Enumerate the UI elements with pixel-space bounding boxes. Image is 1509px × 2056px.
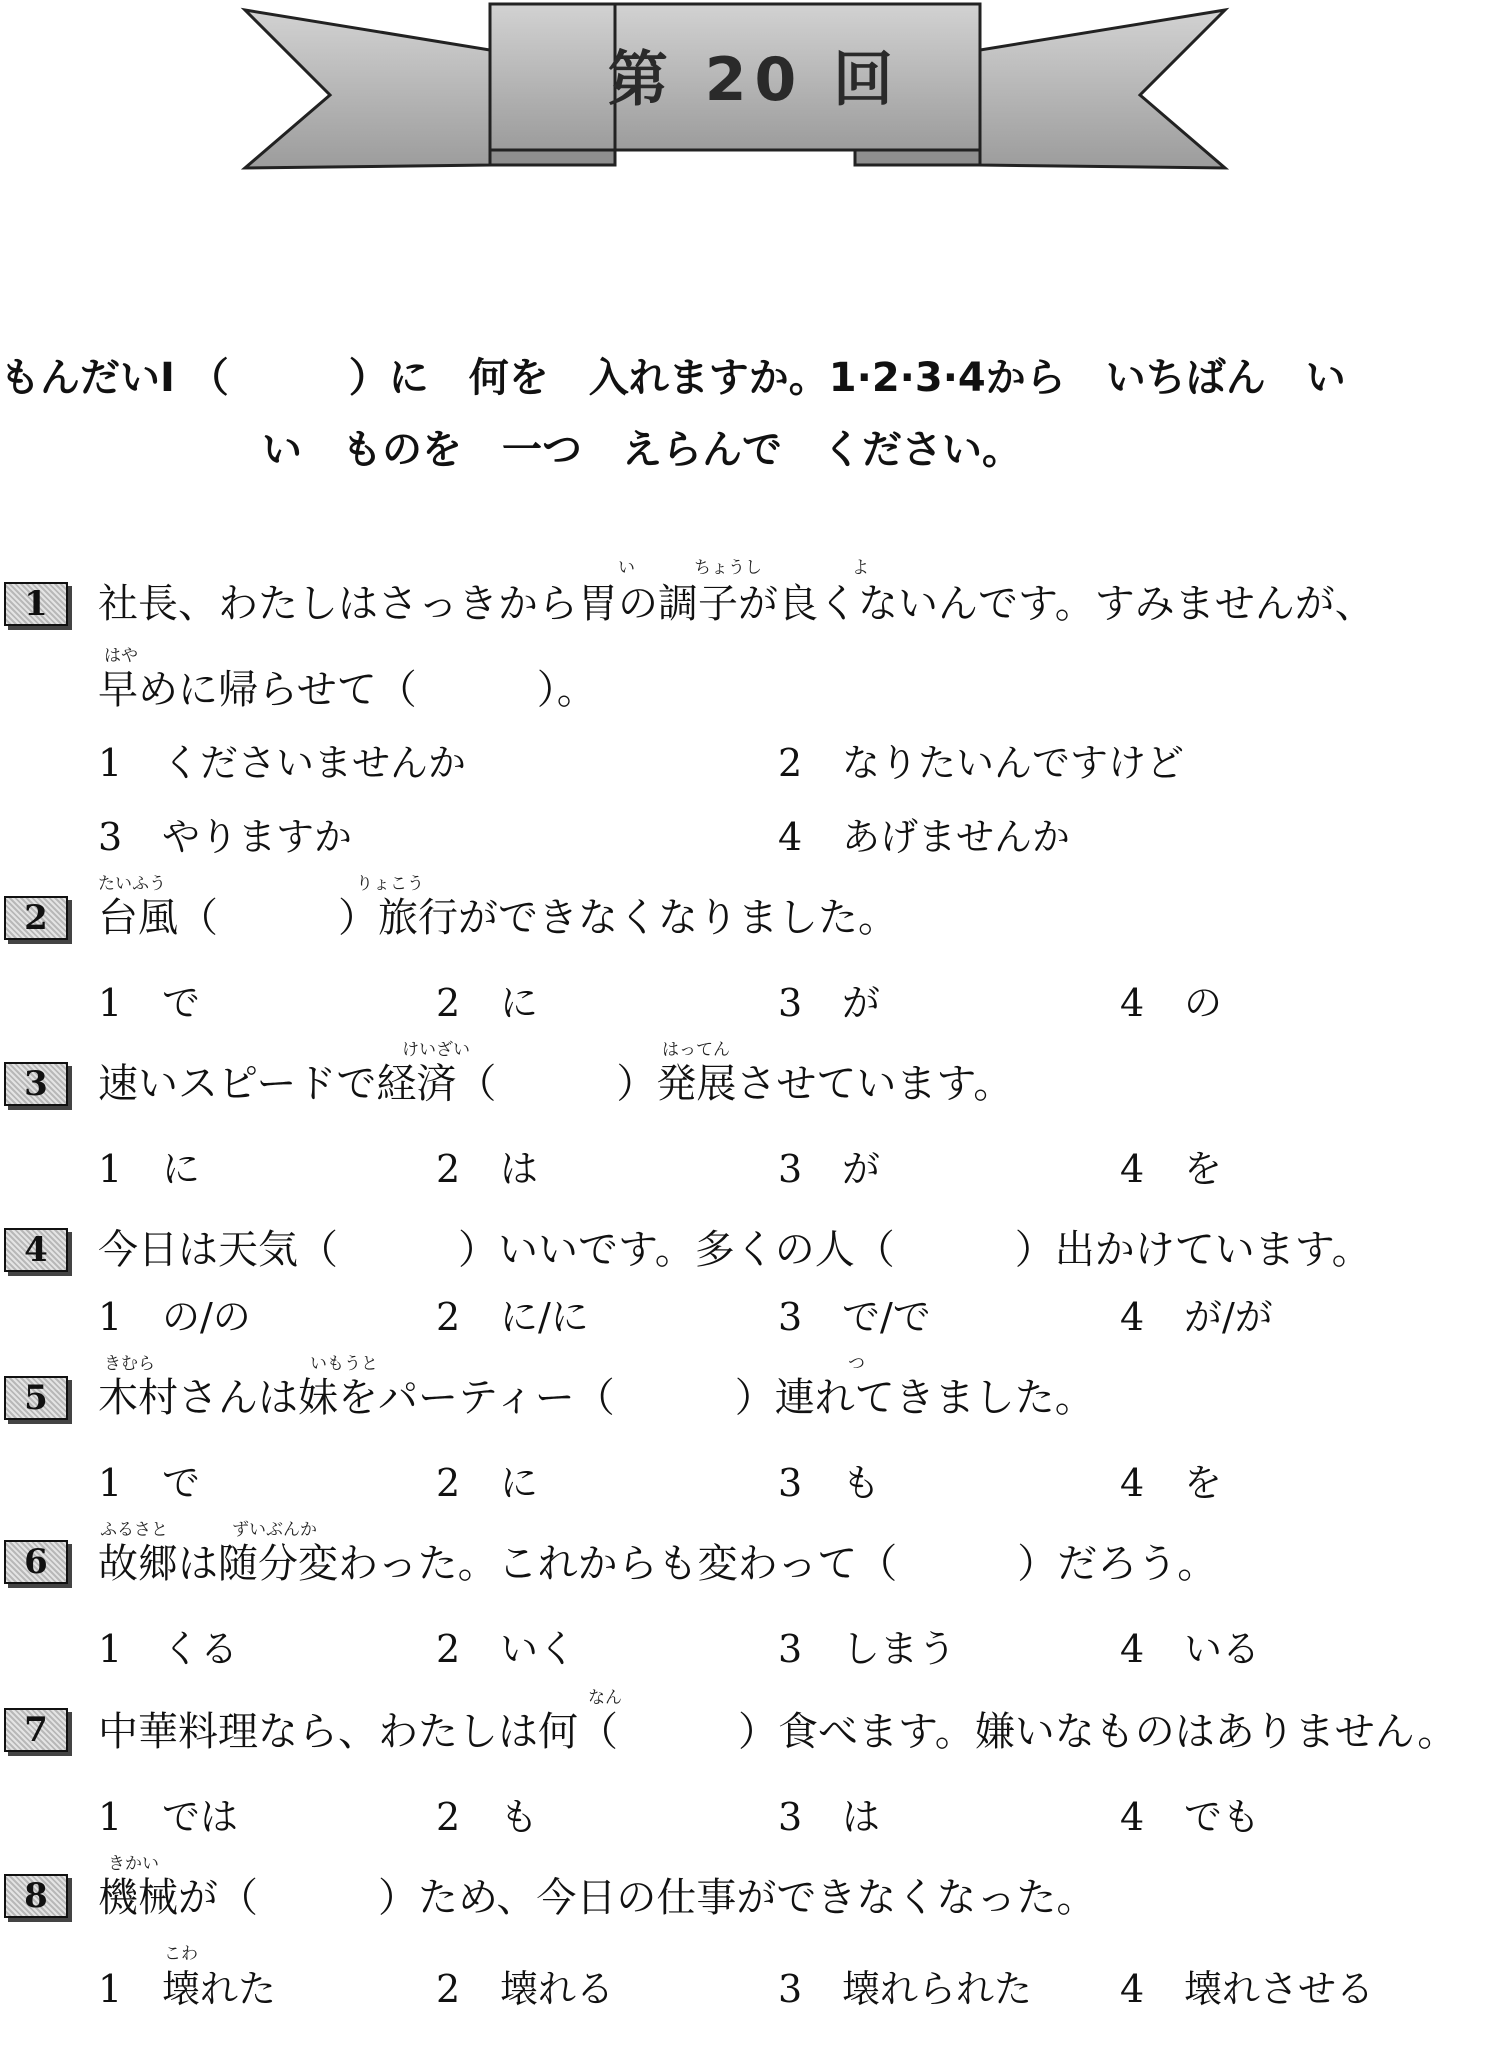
option-text: を xyxy=(1184,1461,1223,1505)
option[interactable] xyxy=(778,1795,881,1839)
option-number: 1 xyxy=(98,1295,123,1339)
question-number-badge: 7 xyxy=(4,1708,68,1752)
option-text: で xyxy=(162,981,201,1025)
option[interactable] xyxy=(778,1967,1033,2011)
question-text: 機械が（ ）ため、今日の仕事ができなくなった。 xyxy=(98,1875,1097,1921)
furigana: よ xyxy=(852,558,869,578)
option-number: 4 xyxy=(1120,1295,1145,1339)
option[interactable] xyxy=(778,1461,881,1505)
furigana: なん xyxy=(588,1688,622,1708)
question-text: 中華料理なら、わたしは何（ ）食べます。嫌いなものはありません。 xyxy=(98,1709,1458,1755)
option-text: 壊れさせる xyxy=(1184,1967,1375,2011)
option-number: 1 xyxy=(98,1795,123,1839)
question-text: 社長、わたしはさっきから胃の調子が良くないんです。すみませんが、 xyxy=(98,581,1375,627)
option-number: 1 xyxy=(98,741,123,785)
furigana: ちょうし xyxy=(694,558,762,578)
option-number: 3 xyxy=(778,1627,803,1671)
option-number: 4 xyxy=(778,815,803,859)
option-text: 壊れた xyxy=(162,1967,277,2011)
furigana: りょこう xyxy=(356,874,424,894)
instruction-line-1: もんだいⅠ （ ）に 何を 入れますか。1·2·3·4から いちばん い xyxy=(0,355,1346,401)
option[interactable] xyxy=(778,981,881,1025)
option-text: いく xyxy=(500,1627,577,1671)
question-number-badge: 1 xyxy=(4,582,68,626)
option[interactable] xyxy=(1120,1627,1261,1671)
option-text: が xyxy=(842,1147,881,1191)
option-number: 1 xyxy=(98,1967,123,2011)
furigana: いもうと xyxy=(310,1354,378,1374)
option[interactable] xyxy=(436,1627,577,1671)
question-number-badge: 2 xyxy=(4,896,68,940)
furigana: はってん xyxy=(662,1040,730,1060)
option-number: 4 xyxy=(1120,1967,1145,2011)
furigana: ずいぶんか xyxy=(232,1520,317,1540)
question-number-badge: 6 xyxy=(4,1540,68,1584)
option[interactable] xyxy=(436,1967,615,2011)
option[interactable] xyxy=(778,1147,881,1191)
option-number: 2 xyxy=(436,1461,461,1505)
option[interactable] xyxy=(98,1295,251,1339)
option[interactable] xyxy=(778,1295,931,1339)
option-text: やりますか xyxy=(162,815,353,859)
furigana: けいざい xyxy=(402,1040,470,1060)
option[interactable] xyxy=(1120,981,1223,1025)
option[interactable] xyxy=(98,1795,239,1839)
option-number: 4 xyxy=(1120,1627,1145,1671)
option-number: 1 xyxy=(98,1461,123,1505)
option-text: の/の xyxy=(162,1295,251,1339)
option-number: 4 xyxy=(1120,1461,1145,1505)
option-text: も xyxy=(500,1795,539,1839)
option-number: 2 xyxy=(436,1627,461,1671)
furigana: きむら xyxy=(104,1354,155,1374)
option-text: で/で xyxy=(842,1295,931,1339)
option[interactable] xyxy=(778,815,1071,859)
option-text: は xyxy=(842,1795,881,1839)
question-text: 故郷は随分変わった。これからも変わって（ ）だろう。 xyxy=(98,1541,1218,1587)
option-number: 2 xyxy=(436,1795,461,1839)
option-number: 3 xyxy=(778,1147,803,1191)
option-text: なりたいんですけど xyxy=(842,741,1185,785)
option-text: くださいませんか xyxy=(162,741,467,785)
option-number: 2 xyxy=(436,1967,461,2011)
option[interactable] xyxy=(778,1627,957,1671)
instruction-line-2: い ものを 一つ えらんで ください。 xyxy=(262,427,1022,473)
option-text: が/が xyxy=(1184,1295,1273,1339)
option[interactable] xyxy=(98,981,201,1025)
option-number: 4 xyxy=(1120,1147,1145,1191)
option-number: 2 xyxy=(436,981,461,1025)
option-text: も xyxy=(842,1461,881,1505)
option[interactable] xyxy=(436,1295,589,1339)
option-text: が xyxy=(842,981,881,1025)
option-text: を xyxy=(1184,1147,1223,1191)
option-text: しまう xyxy=(842,1627,957,1671)
option-number: 3 xyxy=(778,1295,803,1339)
option[interactable] xyxy=(1120,1795,1261,1839)
option[interactable] xyxy=(436,981,539,1025)
option-number: 1 xyxy=(98,1627,123,1671)
option[interactable] xyxy=(778,741,1185,785)
option-number: 3 xyxy=(778,981,803,1025)
option[interactable] xyxy=(98,1147,201,1191)
question-number-badge: 4 xyxy=(4,1228,68,1272)
option[interactable] xyxy=(436,1795,539,1839)
furigana: い xyxy=(618,558,635,578)
furigana: はや xyxy=(104,646,138,666)
option-number: 2 xyxy=(436,1147,461,1191)
option-number: 1 xyxy=(98,1147,123,1191)
furigana: たいふう xyxy=(98,874,166,894)
option-text: あげませんか xyxy=(842,815,1071,859)
banner-title: 第 20 回 xyxy=(607,45,902,115)
option-text: に/に xyxy=(500,1295,589,1339)
question-text: 速いスピードで経済（ ）発展させています。 xyxy=(98,1061,1014,1107)
option[interactable] xyxy=(98,1627,239,1671)
furigana: きかい xyxy=(108,1854,159,1874)
option-number: 4 xyxy=(1120,981,1145,1025)
option[interactable] xyxy=(1120,1147,1223,1191)
question-text: 今日は天気（ ）いいです。多くの人（ ）出かけています。 xyxy=(98,1227,1372,1273)
furigana: つ xyxy=(848,1354,865,1374)
option-number: 1 xyxy=(98,981,123,1025)
question-text: 台風（ ）旅行ができなくなりました。 xyxy=(98,895,898,941)
option-text: に xyxy=(500,981,539,1025)
option-text: 壊れられた xyxy=(842,1967,1033,2011)
option[interactable] xyxy=(98,815,353,859)
option-number: 3 xyxy=(778,1795,803,1839)
option[interactable] xyxy=(98,741,467,785)
option-number: 3 xyxy=(98,815,123,859)
question-text: 早めに帰らせて（ ）。 xyxy=(98,667,597,713)
question-number-badge: 8 xyxy=(4,1874,68,1918)
option-number: 3 xyxy=(778,1967,803,2011)
option-text: に xyxy=(500,1461,539,1505)
option[interactable] xyxy=(1120,1461,1223,1505)
option[interactable] xyxy=(436,1461,539,1505)
option-text: いる xyxy=(1184,1627,1261,1671)
option[interactable] xyxy=(1120,1295,1273,1339)
option-text: に xyxy=(162,1147,201,1191)
option[interactable] xyxy=(98,1461,201,1505)
option-text: の xyxy=(1184,981,1223,1025)
question-number-badge: 5 xyxy=(4,1376,68,1420)
option-number: 2 xyxy=(436,1295,461,1339)
question-number-badge: 3 xyxy=(4,1062,68,1106)
question-text: 木村さんは妹をパーティー（ ）連れてきました。 xyxy=(98,1375,1095,1421)
option-number: 4 xyxy=(1120,1795,1145,1839)
option-text: 壊れる xyxy=(500,1967,615,2011)
option-text: では xyxy=(162,1795,239,1839)
option[interactable] xyxy=(436,1147,539,1191)
option-number: 3 xyxy=(778,1461,803,1505)
option-number: 2 xyxy=(778,741,803,785)
option-text: で xyxy=(162,1461,201,1505)
option-text: は xyxy=(500,1147,539,1191)
option[interactable] xyxy=(1120,1967,1375,2011)
furigana: こわ xyxy=(164,1944,198,1964)
furigana: ふるさと xyxy=(100,1520,168,1540)
option[interactable] xyxy=(98,1967,277,2011)
option-text: でも xyxy=(1184,1795,1261,1839)
option-text: くる xyxy=(162,1627,239,1671)
